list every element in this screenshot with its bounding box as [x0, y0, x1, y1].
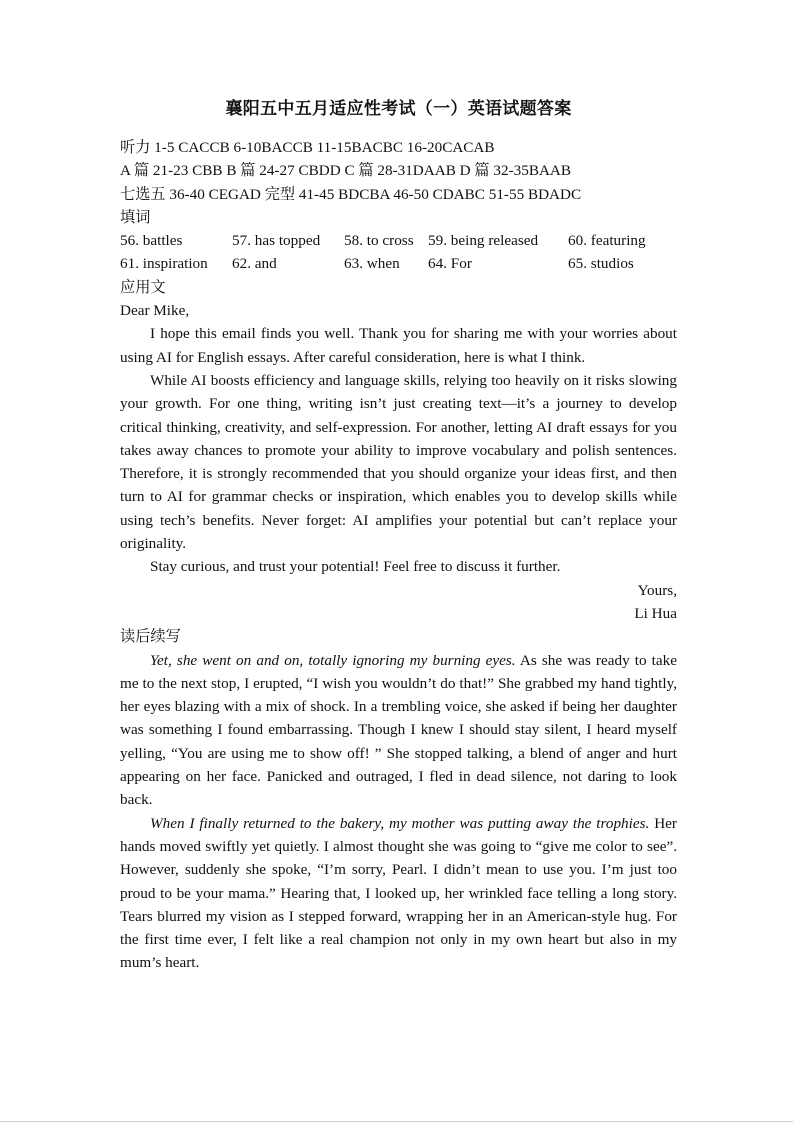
- paragraph-lead-sentence: Yet, she went on and on, totally ignoring my burning eyes.: [150, 651, 516, 669]
- fill-answer: 58. to cross: [344, 232, 414, 250]
- applied-writing-heading: 应用文: [120, 278, 166, 296]
- fill-answer: 65. studios: [568, 255, 634, 273]
- continuation-heading: 读后续写: [120, 628, 181, 646]
- paragraph-body: Her hands moved swiftly yet quietly. I almost thought she was going to “give me color to see”. However, suddenly she spoke, “I’m sorry, Pearl. I didn’t mean to use you. I’m just too proud to be your mama.” Hearing that, I looked up, her wrinkled face telling a long story. Tears blurred my vision as I stepped forward, wrapping her in an American-style hug. For the first time ever, I felt like a real champion not only in my own heart but also in my mum’s heart.: [120, 814, 677, 972]
- paragraph-body: As she was ready to take me to the next stop, I erupted, “I wish you wouldn’t do that!” She grabbed my hand tightly, her eyes blazing with a mix of shock. In a trembling voice, she asked if being her daughter was something I found embarrassing. Though I knew I should stay silent, I heard myself yelling, “You are using me to show off! ” She stopped talking, a blend of anger and hurt appearing on her face. Panicked and outraged, I fled in dead silence, not daring to look back.: [120, 651, 677, 809]
- letter-signature: Li Hua: [634, 604, 677, 622]
- fill-answer: 59. being released: [428, 232, 539, 250]
- letter-salutation: Dear Mike,: [120, 302, 190, 320]
- letter-paragraph: Stay curious, and trust your potential! Feel free to discuss it further.: [150, 558, 561, 576]
- document-body: [120, 97, 677, 975]
- fill-answer: 63. when: [344, 255, 400, 273]
- seven-cloze-answers: 七选五 36-40 CEGAD 完型 41-45 BDCBA 46-50 CDABC 51-55 BDADC: [120, 185, 582, 203]
- fill-answers-row-2: [120, 252, 677, 275]
- letter-paragraph: I hope this email finds you well. Thank you for sharing me with your worries about using AI for English essays. After careful consideration, here is what I think.: [120, 325, 677, 366]
- letter-closing: Yours,: [637, 581, 677, 599]
- fill-answer: 60. featuring: [568, 232, 646, 250]
- fill-answer: 64. For: [428, 255, 472, 273]
- fill-heading: 填词: [120, 208, 151, 226]
- fill-answer: 62. and: [232, 255, 277, 273]
- document-title: 襄阳五中五月适应性考试（一）英语试题答案: [225, 99, 572, 118]
- reading-answers: A 篇 21-23 CBB B 篇 24-27 CBDD C 篇 28-31DAAB D 篇 32-35BAAB: [120, 162, 572, 180]
- continuation-paragraph-1: [120, 649, 677, 812]
- listening-answers: 听力 1-5 CACCB 6-10BACCB 11-15BACBC 16-20CACAB: [120, 139, 495, 156]
- fill-answer: 61. inspiration: [120, 255, 208, 273]
- fill-answer: 56. battles: [120, 232, 183, 250]
- fill-answer: 57. has topped: [232, 232, 321, 250]
- paragraph-lead-sentence: When I finally returned to the bakery, my mother was putting away the trophies.: [150, 814, 650, 832]
- fill-answers-row-1: [120, 229, 677, 252]
- letter-paragraph: While AI boosts efficiency and language skills, relying too heavily on it risks slowing your growth. For one thing, writing isn’t just creating text—it’s a journey to develop critical thinking, creativity, and self-expression. For another, letting AI draft essays for you takes away chances to promote your ability to improve vocabulary and polish sentences. Therefore, it is strongly recommended that you should organize your ideas first, and then turn to AI for grammar checks or inspiration, which enables you to develop skills while using tech’s benefits. Never forget: AI amplifies your potential but can’t replace your originality.: [120, 371, 677, 553]
- continuation-paragraph-2: [120, 812, 677, 975]
